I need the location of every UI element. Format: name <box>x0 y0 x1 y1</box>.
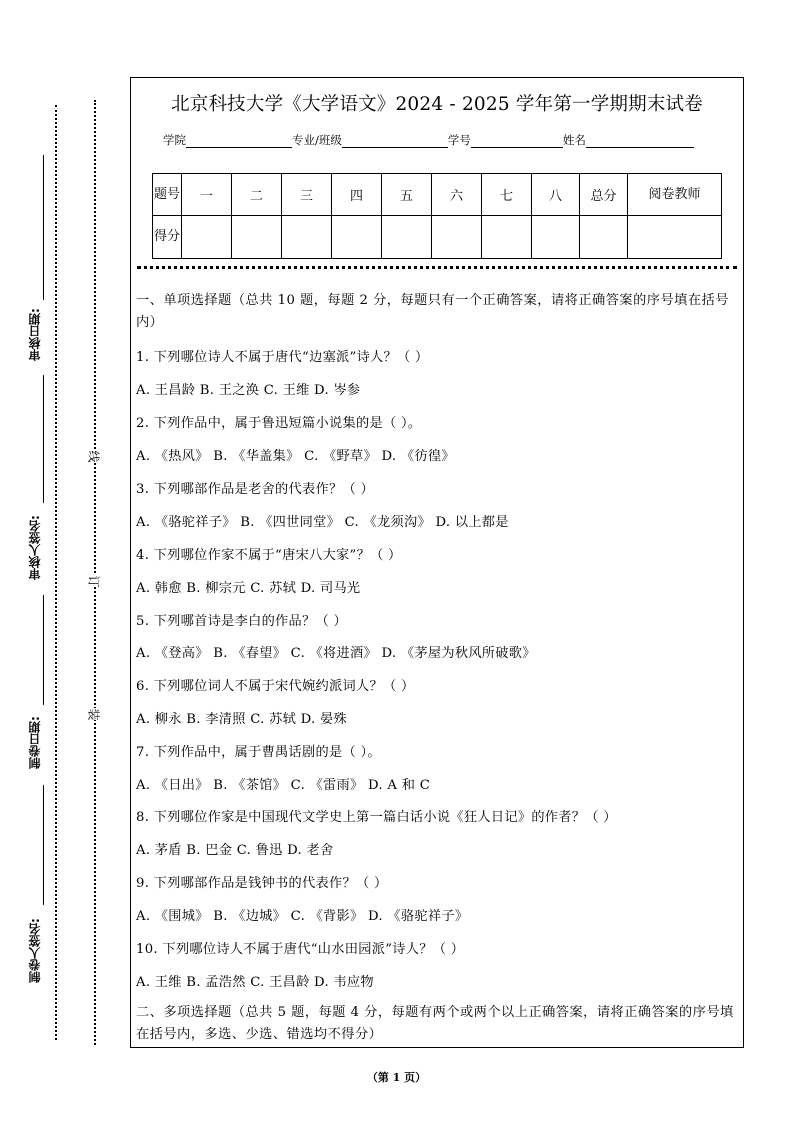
score-cell[interactable] <box>580 216 628 259</box>
score-cell[interactable] <box>432 216 482 259</box>
score-table <box>152 173 722 259</box>
score-cell[interactable] <box>382 216 432 259</box>
score-cell[interactable] <box>332 216 382 259</box>
score-row <box>153 216 722 259</box>
options-1: A. 王昌龄 B. 王之涣 C. 王维 D. 岑参 <box>136 383 361 398</box>
col-header: 二 <box>232 174 282 216</box>
score-cell[interactable] <box>482 216 532 259</box>
grader-header: 阅卷教师 <box>628 174 722 216</box>
question-9: 9. 下列哪部作品是钱钟书的代表作？（ ） <box>136 876 388 891</box>
score-row-label: 得分 <box>153 216 182 259</box>
score-cell[interactable] <box>532 216 580 259</box>
col-header: 三 <box>282 174 332 216</box>
col-header: 五 <box>382 174 432 216</box>
question-6: 6. 下列哪位词人不属于宋代婉约派词人？（ ） <box>136 679 415 694</box>
name-label: 姓名 <box>562 133 586 147</box>
reviewer-sign-label: 审核人签名: <box>28 515 42 580</box>
options-2: A. 《热风》 B. 《华盖集》 C. 《野草》 D. 《彷徨》 <box>136 449 455 464</box>
options-3: A. 《骆驼祥子》 B. 《四世同堂》 C. 《龙须沟》 D. 以上都是 <box>136 515 509 530</box>
col-header: 四 <box>332 174 382 216</box>
college-label: 学院 <box>163 133 186 147</box>
options-9: A. 《围城》 B. 《边城》 C. 《背影》 D. 《骆驼祥子》 <box>136 909 469 924</box>
question-number-header: 题号 <box>153 174 182 216</box>
total-header: 总分 <box>580 174 628 216</box>
maker-date-line <box>43 595 44 705</box>
col-header: 一 <box>182 174 232 216</box>
score-cell[interactable] <box>182 216 232 259</box>
reviewer-sign-line <box>43 375 44 503</box>
cut-dotted-line <box>94 100 96 1045</box>
col-header: 七 <box>482 174 532 216</box>
col-header: 八 <box>532 174 580 216</box>
left-dotted-line <box>55 105 57 1040</box>
id-label: 学号 <box>447 133 471 147</box>
page-number: （第 1 页） <box>366 1071 427 1084</box>
section2-heading: 二、多项选择题（总共 5 题，每题 4 分，每题有两个或两个以上正确答案，请将正确答案的序号填在括号内，多选、少选、错选均不得分） <box>136 1005 734 1042</box>
question-7: 7. 下列作品中，属于曹禺话剧的是（ ）。 <box>136 745 381 760</box>
question-3: 3. 下列哪部作品是老舍的代表作？（ ） <box>136 482 374 497</box>
question-10: 10. 下列哪位诗人不属于唐代“山水田园派”诗人？（ ） <box>136 942 465 957</box>
major-field[interactable] <box>342 135 448 148</box>
cut-mark-order: 订 <box>88 574 100 588</box>
name-field[interactable] <box>586 135 694 148</box>
question-2: 2. 下列作品中，属于鲁迅短篇小说集的是（ ）。 <box>136 416 422 431</box>
score-cell[interactable] <box>282 216 332 259</box>
options-5: A. 《登高》 B. 《春望》 C. 《将进酒》 D. 《茅屋为秋风所破歌》 <box>136 646 536 661</box>
question-4: 4. 下列哪位作家不属于“唐宋八大家”？（ ） <box>136 548 402 563</box>
options-8: A. 茅盾 B. 巴金 C. 鲁迅 D. 老舍 <box>136 843 334 858</box>
options-10: A. 王维 B. 孟浩然 C. 王昌龄 D. 韦应物 <box>136 975 374 990</box>
question-1: 1. 下列哪位诗人不属于唐代“边塞派”诗人？（ ） <box>136 350 429 365</box>
exam-frame <box>130 77 744 1048</box>
maker-sign-line <box>43 785 44 905</box>
maker-date-label: 制卷日期: <box>28 716 42 770</box>
options-6: A. 柳永 B. 李清照 C. 苏轼 D. 晏殊 <box>136 712 347 727</box>
section-separator <box>137 266 737 269</box>
college-field[interactable] <box>186 135 292 148</box>
col-header: 六 <box>432 174 482 216</box>
id-field[interactable] <box>471 135 563 148</box>
score-cell[interactable] <box>628 216 722 259</box>
cut-mark-bind: 装 <box>88 707 100 721</box>
options-4: A. 韩愈 B. 柳宗元 C. 苏轼 D. 司马光 <box>136 581 361 596</box>
cut-mark-line: 线 <box>88 449 100 463</box>
section1-heading: 一、单项选择题（总共 10 题，每题 2 分，每题只有一个正确答案，请将正确答案的序号填在括号内） <box>136 293 729 330</box>
score-cell[interactable] <box>232 216 282 259</box>
question-5: 5. 下列哪首诗是李白的作品？（ ） <box>136 614 347 629</box>
student-info-row <box>163 132 694 148</box>
maker-sign-label: 制卷人签名: <box>28 918 42 983</box>
major-label: 专业/班级 <box>292 133 342 147</box>
options-7: A. 《日出》 B. 《茶馆》 C. 《雷雨》 D. A 和 C <box>136 778 431 793</box>
exam-title: 北京科技大学《大学语文》2024 - 2025 学年第一学期期末试卷 <box>171 94 703 115</box>
score-header-row <box>153 174 722 216</box>
reviewer-date-label: 审核日期: <box>28 308 42 362</box>
reviewer-date-line <box>43 155 44 300</box>
question-8: 8. 下列哪位作家是中国现代文学史上第一篇白话小说《狂人日记》的作者？（ ） <box>136 810 617 825</box>
